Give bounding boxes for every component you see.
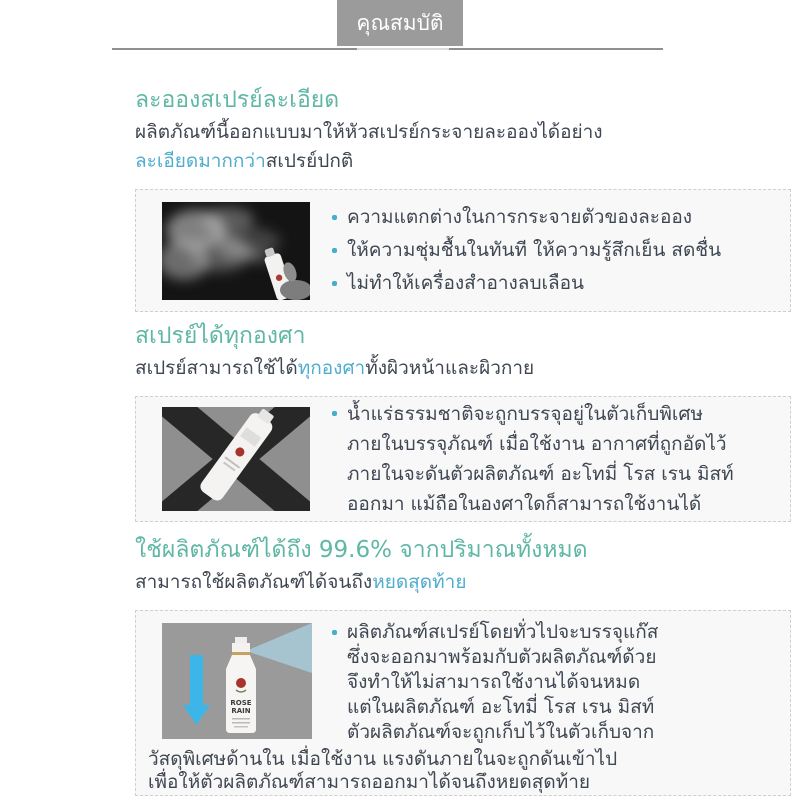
- page-title: คุณสมบัติ: [337, 0, 463, 46]
- intro-line2: [135, 150, 353, 172]
- bullet-text: ให้ความชุ่มชื้นในทันที ให้ความรู้สึกเย็น สดชื่น: [347, 239, 722, 261]
- bullet-item: [332, 611, 790, 745]
- bottle-arrow-photo: [162, 623, 312, 739]
- tilted-bottle-photo: [162, 407, 310, 511]
- feature-box-full-usage: [135, 610, 791, 796]
- bullet-text: ความแตกต่างในการกระจายตัวของละออง: [347, 206, 693, 228]
- bullet-dot-icon: [332, 630, 337, 635]
- intro-tail: สเปรย์ปกติ: [265, 150, 354, 172]
- section-heading: ใช้ผลิตภัณฑ์ได้ถึง 99.6% จากปริมาณทั้งหมด: [135, 537, 588, 563]
- section-intro: [135, 354, 791, 383]
- rose-logo: [236, 678, 246, 688]
- bullet-text: ไม่ทำให้เครื่องสำอางลบเลือน: [347, 272, 585, 294]
- intro-text: สเปรย์สามารถใช้ได้: [135, 357, 298, 379]
- intro-text: สามารถใช้ผลิตภัณฑ์ได้จนถึง: [135, 571, 373, 593]
- bullet-dot-icon: [332, 411, 337, 416]
- bullet-text: น้ำแร่ธรรมชาติจะถูกบรรจุอยู่ในตัวเก็บพิเศษ ภายในบรรจุภัณฑ์ เมื่อใช้งาน อากาศที่ถูกอัดไว้ ภายในจะดันตัวผลิตภัณฑ์ อะโทมี่ โรส เรน มิสท์ ออกมา แม้ถือในองศาใดก็สามารถใช้งานได้: [347, 403, 734, 515]
- bullet-dot-icon: [332, 281, 337, 286]
- intro-tail: ทั้งผิวหน้าและผิวกาย: [365, 357, 535, 379]
- bullet-text: ผลิตภัณฑ์สเปรย์โดยทั่วไปจะบรรจุแก๊ส ซึ่งจะออกมาพร้อมกับตัวผลิตภัณฑ์ด้วย จึงทำให้ไม่สามารถใช้งานได้จนหมด แต่ในผลิตภัณฑ์ อะโทมี่ โรส เรน มิสท์ ตัวผลิตภัณฑ์จะถูกเก็บไว้ในตัวเก็บจาก: [347, 621, 659, 743]
- section-full-usage: [135, 534, 791, 796]
- section-heading: ละอองสเปรย์ละเอียด: [135, 87, 340, 113]
- section-heading: สเปรย์ได้ทุกองศา: [135, 323, 306, 349]
- bullet-item: [332, 201, 721, 234]
- spray-mist-photo: [162, 202, 310, 300]
- section-any-angle: [135, 320, 791, 522]
- section-intro: [135, 568, 791, 597]
- intro-highlight: หยดสุดท้าย: [372, 571, 467, 593]
- continuation-text: วัสดุพิเศษด้านใน เมื่อใช้งาน แรงดันภายในจะถูกดันเข้าไป เพื่อให้ตัวผลิตภัณฑ์สามารถออกมาได้จนถึงหยดสุดท้าย: [148, 748, 618, 793]
- intro-highlight: ละเอียดมากกว่า: [135, 150, 266, 172]
- feature-box-fine-mist: [135, 189, 791, 312]
- section-intro: [135, 118, 791, 176]
- bottle-label-line2: RAIN: [231, 707, 251, 715]
- intro-text: ผลิตภัณฑ์นี้ออกแบบมาให้หัวสเปรย์กระจายละอองได้อย่าง: [135, 121, 603, 143]
- bullet-item: [332, 399, 734, 519]
- section-fine-mist: [135, 84, 791, 312]
- bottle-label-line1: ROSE: [230, 699, 252, 707]
- bullet-item: [332, 234, 721, 267]
- bullet-dot-icon: [332, 215, 337, 220]
- header-divider-light-segment: [357, 48, 449, 50]
- intro-highlight: ทุกองศา: [297, 357, 366, 379]
- bullet-list: [332, 399, 734, 519]
- bullet-list: [332, 201, 721, 300]
- feature-box-any-angle: [135, 396, 791, 522]
- bullet-dot-icon: [332, 248, 337, 253]
- bullet-item: [332, 267, 721, 300]
